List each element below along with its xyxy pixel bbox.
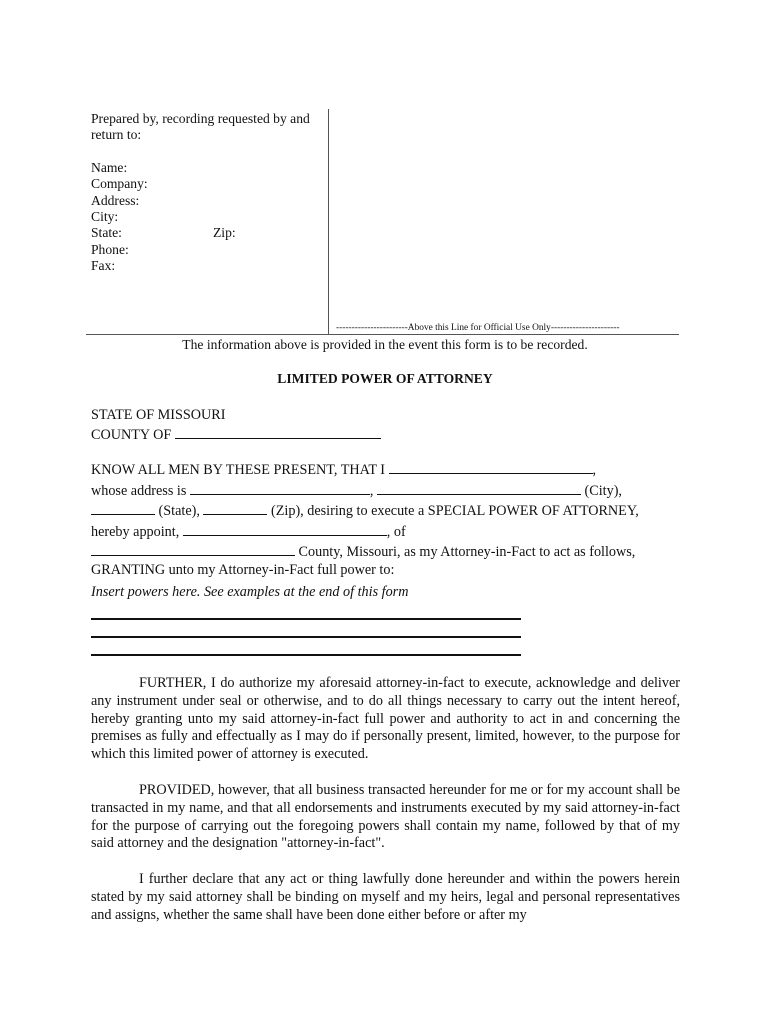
header-divider-vertical [328, 109, 329, 334]
venue-block [91, 406, 381, 444]
state-of-line: STATE OF MISSOURI [91, 407, 226, 423]
address-field-label: Address: [91, 192, 140, 208]
grant-paragraph [91, 459, 681, 580]
zip-label: (Zip), desiring to execute a SPECIAL POWER OF ATTORNEY, [271, 503, 639, 520]
further-paragraph-text: FURTHER, I do authorize my aforesaid attorney-in-fact to execute, acknowledge and deliver any instrument under seal or otherwise, and to do all things necessary to carry out the intent hereof, hereby granting unto my said attorney-in-fact full power and authority to act in and concerning the premises as fully and effectually as I may do if personally present, limited, however, to the purpose for which this limited power of attorney is executed. [91, 675, 680, 763]
address-comma: , [369, 482, 374, 499]
fax-field-label: Fax: [91, 258, 116, 274]
insert-powers-note: Insert powers here. See examples at the end of this form [91, 584, 409, 600]
provided-paragraph-text: PROVIDED, however, that all business transacted hereunder for me or for my account shall be transacted in my name, and that all endorsements and instruments executed by my said attorney-in-fact for the purpose of carrying out the foregoing powers shall contain my name, followed by that of my said attorney and the designation "attorney-in-fact". [91, 782, 680, 852]
further-paragraph [91, 675, 680, 764]
zip-blank[interactable] [203, 500, 267, 515]
appoint-of-label: , of [386, 523, 406, 540]
appoint-label: hereby appoint, [91, 523, 180, 540]
prepared-by-line2: return to: [91, 127, 142, 143]
attorney-county-blank[interactable] [91, 541, 295, 556]
recording-info-note: The information above is provided in the event this form is to be recorded. [182, 337, 588, 352]
name-field-label: Name: [91, 159, 128, 175]
powers-blank-line-1[interactable] [91, 618, 521, 620]
declare-paragraph [91, 871, 680, 924]
prepared-by-block [91, 111, 323, 275]
phone-field-label: Phone: [91, 241, 129, 257]
grantor-name-blank[interactable] [389, 459, 593, 474]
address-label: whose address is [91, 482, 187, 499]
street-address-blank[interactable] [190, 480, 370, 495]
state-label: (State), [158, 503, 200, 520]
attorney-name-blank[interactable] [183, 521, 387, 536]
document-title: LIMITED POWER OF ATTORNEY [277, 371, 493, 386]
powers-blank-line-2[interactable] [91, 636, 521, 638]
county-of-label: COUNTY OF [91, 427, 172, 443]
city-label: (City), [584, 482, 622, 499]
prepared-by-line1: Prepared by, recording requested by and [91, 111, 310, 126]
powers-blank-line-3[interactable] [91, 654, 521, 656]
company-field-label: Company: [91, 176, 148, 192]
state-field-label: State: [91, 225, 122, 241]
state-zip-row [91, 225, 323, 241]
header-divider-horizontal [86, 334, 679, 335]
granting-line: GRANTING unto my Attorney-in-Fact full power to: [91, 561, 395, 578]
official-use-line: -----------------------Above this Line for Official Use Only---------------------- [336, 323, 620, 333]
county-blank[interactable] [175, 424, 381, 439]
grant-line1-comma: , [592, 462, 597, 478]
state-blank[interactable] [91, 500, 155, 515]
zip-field-label: Zip: [213, 225, 236, 241]
county-missouri-label: County, Missouri, as my Attorney-in-Fact to act as follows, [298, 544, 636, 561]
city-field-label: City: [91, 209, 119, 225]
provided-paragraph [91, 782, 680, 853]
grant-line1-text: KNOW ALL MEN BY THESE PRESENT, THAT I [91, 462, 385, 478]
declare-paragraph-text: I further declare that any act or thing lawfully done hereunder and within the powers herein stated by my said attorney shall be binding on myself and my heirs, legal and personal representatives and assigns, whether the same shall have been done either before or after my [91, 871, 680, 923]
city-blank[interactable] [377, 480, 581, 495]
